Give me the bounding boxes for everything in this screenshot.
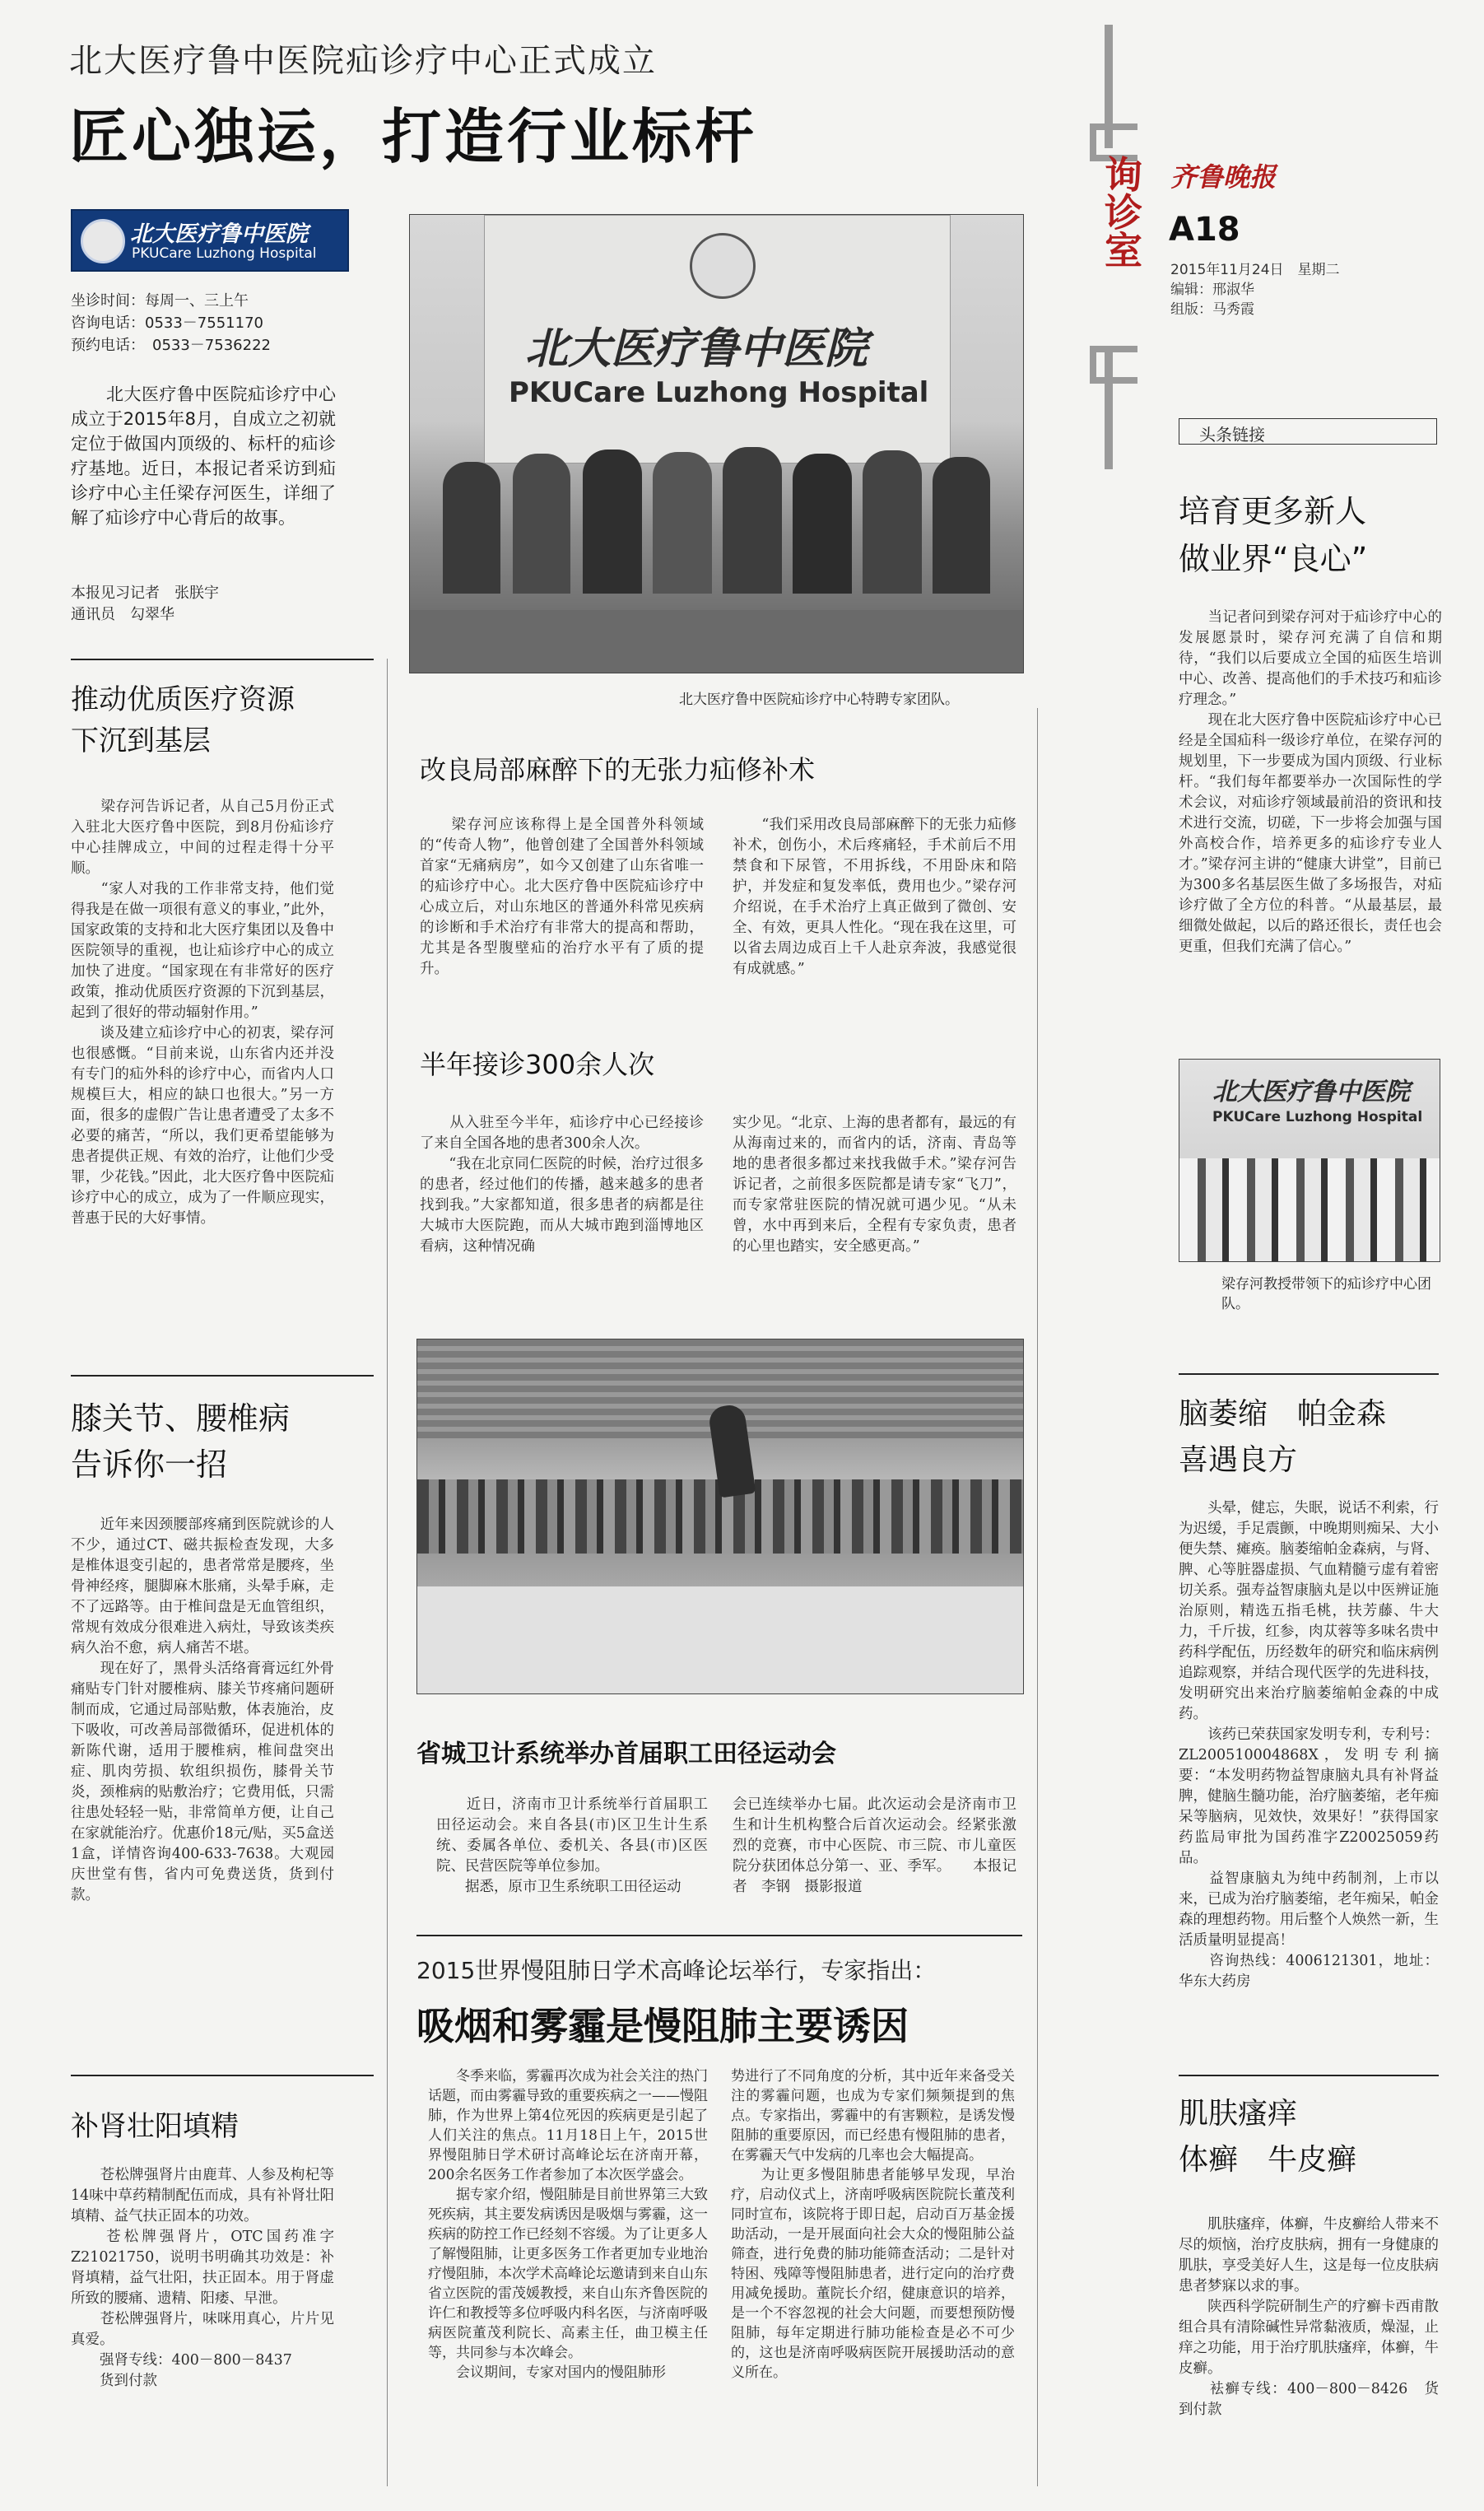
left-body-1: 梁存河告诉记者，从自己5月份正式入驻北大医疗鲁中医院，到8月份疝诊疗中心挂牌成立，中间的过程走得十分平顺。 “家人对我的工作非常支持，他们觉得我是在做一项很有意义的事业，”此外，国家政策的支持和北大医疗集团以及鲁中医院领导的重视，也让疝诊疗中心的成立加快了进度。“国家现在有非常好的医疗政策，推动优质医疗资源的下沉到基层，起到了很好的带动辐射作用。” 谈及建立疝诊疗中心的初衷，梁存河也很感慨。“目前来说，山东省内还并没有专门的疝外科的诊疗中心，而省内人口规模巨大，相应的缺口也很大。”另一方面，很多的虚假广告让患者遭受了太多不必要的痛苦，“所以，我们更希望能够为患者提供正规、有效的治疗，让他们少受罪，少花钱。”因此，北大医疗鲁中医院疝诊疗中心的成立，成为了一件顺应现实，普惠于民的大好事情。 — [71, 799, 334, 1227]
right-body-3: 肌肤瘙痒，体癣，牛皮癣给人带来不尽的烦恼，治疗皮肤病，拥有一身健康的肌肤，享受美好人生，这是每一位皮肤病患者梦寐以求的事。 陕西科学院研制生产的疗癣卡西甫散组合具有清除碱性异常黏液质，燥湿，止痒之功能，用于治疗肌肤瘙痒，体癣，牛皮癣。 袪癣专线：400－800－8426 货到付款 — [1179, 2216, 1439, 2418]
mid-body-1b: “我们采用改良局部麻醉下的无张力疝修补术，创伤小，术后疼痛轻，手术前后不用禁食和下尿管，不用拆线，不用卧床和陪护，并发症和复发率低，费用也少。”梁存河介绍说，在手术治疗上真正做到了微创、安全、有效，更具人性化。“现在我在这里，可以省去周边成百上千人赴京奔波，我感觉很有成就感。” — [733, 817, 1016, 977]
right-rule-3 — [1179, 2075, 1439, 2076]
page-date: 2015年11月24日 星期二 — [1170, 262, 1340, 278]
headline-link-label: 头条链接 — [1199, 425, 1265, 445]
byline — [71, 583, 219, 626]
team-photo-sign-cn: 北大医疗鲁中医院 — [1212, 1078, 1410, 1106]
main-headline: 匠心独运，打造行业标杆 — [69, 102, 758, 171]
consult-phone: 咨询电话：0533－7551170 — [71, 314, 263, 332]
section-tag: 询诊室 — [1099, 155, 1143, 268]
sand-pit — [417, 1586, 1023, 1693]
team-photo-sign-en: PKUCare Luzhong Hospital — [1212, 1109, 1423, 1125]
mid-body-4a: 冬季来临，雾霾再次成为社会关注的热门话题，而由雾霾导致的重要疾病之一——慢阻肺，作为世界上第4位死因的疾病更是引起了人们关注的焦点。11月18日上午，2015世界慢阻肺日学术研讨高峰论坛在济南开幕，200余名医务工作者参加了本次医学盛会。 据专家介绍，慢阻肺是目前世界第三大致死疾病，其主要发病诱因是吸烟与雾霾，这一疾病的防控工作已经刻不容缓。为了让更多人了解慢阻肺，让更多医务工作者更加专业地治疗慢阻肺，本次学术高峰论坛邀请到来自山东省立医院的雷茂媛教授，来自山东齐鲁医院的许仁和教授等多位呼吸内科名医，与济南呼吸病医院董茂利院长、高素主任，曲卫模主任等，共同参与本次峰会。 会议期间，专家对国内的慢阻肺形 — [428, 2068, 708, 2381]
mid-headline-4: 吸烟和雾霾是慢阻肺主要诱因 — [416, 2004, 909, 2048]
headline-kicker: 北大医疗鲁中医院疝诊疗中心正式成立 — [69, 42, 657, 80]
intro-paragraph: 北大医疗鲁中医院疝诊疗中心成立于2015年8月，自成立之初就定位于做国内顶级的、标杆的疝诊疗基地。近日，本报记者采访到疝诊疗中心主任梁存河医生，详细了解了疝诊疗中心背后的故事。 — [71, 384, 336, 528]
logo-name: 北大医疗鲁中医院 — [130, 221, 308, 247]
right-rule-2 — [1179, 1373, 1439, 1375]
mid-kicker-4: 2015世界慢阻肺日学术高峰论坛举行，专家指出： — [416, 1957, 937, 1984]
right-body-2: 头晕，健忘，失眠，说话不利索，行为迟缓，手足震颤，中晚期则痴呆、大小便失禁、瘫痪。脑萎缩帕金森病，与肾、脾、心等脏器虚损、气血精髓亏虚有着密切关系。强寿益智康脑丸是以中医辨证施治原则，精选五指毛桃，扶芳藤、牛大力，千斤拔，红参，肉苁蓉等多味名贵中药科学配伍，历经数年的研究和临床病例追踪观察，并结合现代医学的先进科技，发明研究出来治疗脑萎缩帕金森的中成药。 该药已荣获国家发明专利，专利号：ZL200510004868X，发明专利摘要：“本发明药物益智康脑丸具有补肾益脾，健脑生髓功能，治疗脑萎缩，老年痴呆等脑病，见效快，效果好！”获得国家药监局审批为国药准字Z20025059药品。 益智康脑丸为纯中药制剂，上市以来，已成为治疗脑萎缩，老年痴呆，帕金森的理想药物。用后整个人焕然一新，生活质量明显提高！ 咨询热线：4006121301，地址：华东大药房 — [1179, 1500, 1439, 1990]
photo-sign-cn: 北大医疗鲁中医院 — [525, 324, 868, 374]
left-headline-3: 补肾壮阳填精 — [71, 2110, 239, 2143]
byline-reporter: 本报见习记者 张朕宇 — [71, 585, 219, 602]
page-editor: 编辑：邢淑华 — [1170, 282, 1254, 298]
mid-headline-3: 省城卫计系统举办首届职工田径运动会 — [416, 1740, 836, 1768]
mid-headline-1: 改良局部麻醉下的无张力疝修补术 — [420, 754, 816, 785]
left-rule-2 — [71, 1375, 374, 1377]
photo-emblem-icon — [690, 233, 756, 299]
mid-body-3b: 会已连续举办七届。此次运动会是济南市卫生和计生机构整合后首次运动会。经紧张激烈的竞赛，市中心医院、市三院、市儿童医院分获团体总分第一、亚、季军。 本报记者 李钢 摄影报道 — [733, 1796, 1016, 1895]
paper-name: 齐鲁晚报 — [1170, 161, 1277, 193]
team-people — [1179, 1158, 1440, 1261]
right-headline-2: 脑萎缩 帕金森 喜遇良方 — [1179, 1397, 1387, 1477]
right-divider — [1037, 708, 1038, 2486]
page-number: A18 — [1169, 211, 1240, 249]
mid-body-2b: 实少见。“北京、上海的患者都有，最远的有从海南过来的，而省内的话，济南、青岛等地的患者很多都过来找我做手术。”梁存河告诉记者，之前很多医院都是请专家“飞刀”，而专家常驻医院的情况就可遇少见。“从未曾，水中再到来后，全程有专家负责，患者的心里也踏实，安全感更高。” — [733, 1115, 1016, 1255]
mid-body-1a: 梁存河应该称得上是全国普外科领域的“传奇人物”，他曾创建了全国普外科领域首家“无痛病房”，如今又创建了山东省唯一的疝诊疗中心。北大医疗鲁中医院疝诊疗中心成立后，对山东地区的普通外科常见疾病的诊断和手术治疗有非常大的提高和帮助，尤其是各型腹壁疝的治疗水平有了质的提升。 — [420, 817, 704, 977]
left-body-3: 苍松牌强肾片由鹿茸、人参及枸杞等14味中草药精制配伍而成，具有补肾壮阳填精、益气扶正固本的功效。 苍松牌强肾片，OTC国药准字Z21021750，说明书明确其功效是：补肾填精，益气壮阳，扶正固本。用于肾虚所致的腰痛、遗精、阳痿、早泄。 苍松牌强肾片，味咪用真心，片片见真爱。 强肾专线：400－800－8437 货到付款 — [71, 2167, 334, 2389]
left-body-2: 近年来因颈腰部疼痛到医院就诊的人不少，通过CT、磁共振检查发现，大多是椎体退变引起的，患者常常是腰疼，坐骨神经疼，腿脚麻木胀痛，头晕手麻，走不了远路等。由于椎间盘是无血管组织，常规有效成分很难进入病灶，导致该类疾病久治不愈，病人痛苦不堪。 现在好了，黑骨头活络膏膏远红外骨痛贴专门针对腰椎病、膝关节疼痛问题研制而成，它通过局部贴敷，体表施治，皮下吸收，可改善局部微循环，促进机体的新陈代谢，适用于腰椎病，椎间盘突出症、肌肉劳损、软组织损伤，膝骨关节炎，颈椎病的贴敷治疗；它费用低，只需往患处轻轻一贴，非常简单方便，让自己在家就能治疗。优惠价18元/贴，买5盒送1盒，详情咨询400-633-7638。大观园庆世堂有售，省内可免费送货，货到付款。 — [71, 1516, 334, 1903]
main-photo — [409, 214, 1024, 673]
mid-rule — [416, 1935, 1022, 1936]
mid-body-4b: 势进行了不同角度的分析，其中近年来备受关注的雾霾问题，也成为专家们频频提到的焦点。专家指出，雾霾中的有害颗粒，是诱发慢阻肺的重要原因，而已经患有慢阻肺的患者，在雾霾天气中发病的几率也会大幅提高。 为让更多慢阻肺患者能够早发现，早治疗，启动仪式上，济南呼吸病医院院长董茂利同时宣布，该院将于即日起，启动百万基金援助活动，一是开展面向社会大众的慢阻肺公益筛查，进行免费的肺功能筛查活动；二是针对特困、残障等慢阻肺患者，进行定向的治疗费用减免援助。董院长介绍，健康意识的培养，是一个不容忽视的社会大问题，而要想预防慢阻肺，每年定期进行肺功能检查是必不可少的，这也是济南呼吸病医院开展援助活动的意义所在。 — [731, 2068, 1015, 2381]
left-rule-3 — [71, 2075, 374, 2076]
clinic-info — [71, 290, 271, 356]
logo-en: PKUCare Luzhong Hospital — [132, 245, 317, 262]
team-photo — [1179, 1059, 1440, 1262]
photo-group — [435, 429, 994, 594]
team-photo-caption: 梁存河教授带领下的疝诊疗中心团队。 — [1221, 1276, 1431, 1312]
left-rule-1 — [71, 659, 374, 660]
main-photo-caption: 北大医疗鲁中医院疝诊疗中心特聘专家团队。 — [679, 692, 959, 708]
sports-photo — [416, 1339, 1024, 1694]
logo-emblem-icon — [81, 219, 125, 263]
byline-correspondent: 通讯员 勾翠华 — [71, 606, 174, 623]
left-headline-1: 推动优质医疗资源 下沉到基层 — [71, 683, 295, 757]
right-headline-1: 培育更多新人 做业界“良心” — [1179, 493, 1368, 577]
headline-link-box — [1179, 418, 1437, 445]
left-divider — [387, 659, 388, 2486]
page-layout: 组版：马秀霞 — [1170, 301, 1254, 318]
right-body-1: 当记者问到梁存河对于疝诊疗中心的发展愿景时，梁存河充满了自信和期待，“我们以后要成立全国的疝医生培训中心、改善、提高他们的手术技巧和疝诊疗理念。” 现在北大医疗鲁中医院疝诊疗中心已经是全国疝科一级诊疗单位，在梁存河的规划里，下一步要成为国内顶级、行业标杆。“我们每年都要举办一次国际性的学术会议，对疝诊疗领域最前沿的资讯和技术进行交流，切磋，下一步将会加强与国外高校合作，培养更多的疝诊疗专业人才。”梁存河主讲的“健康大讲堂”，目前已为300多名基层医生做了多场报告，对疝诊疗做了全方位的科普。“从最基层，最细微处做起，以后的路还很长，责任也会更重，但我们充满了信心。” — [1179, 609, 1442, 955]
photo-table — [410, 610, 1023, 673]
photo-sign-en: PKUCare Luzhong Hospital — [509, 376, 929, 409]
hospital-logo — [71, 209, 349, 272]
page-meta — [1170, 260, 1340, 319]
mid-headline-2: 半年接诊300余人次 — [420, 1049, 655, 1080]
clinic-hours: 坐诊时间：每周一、三上午 — [71, 292, 249, 310]
right-headline-3: 肌肤瘙痒 体癣 牛皮癣 — [1179, 2097, 1357, 2177]
mid-body-3a: 近日，济南市卫计系统举行首届职工田径运动会。来自各县(市)区卫生计生系统、委属各单位、委机关、各县(市)区医院、民营医院等单位参加。 据悉，原市卫生系统职工田径运动 — [436, 1796, 708, 1895]
left-headline-2: 膝关节、腰椎病 告诉你一招 — [71, 1400, 291, 1483]
booking-phone: 预约电话： 0533－7536222 — [71, 337, 271, 354]
mid-body-2a: 从入驻至今半年，疝诊疗中心已经接诊了来自全国各地的患者300余人次。 “我在北京同仁医院的时候，治疗过很多的患者，经过他们的传播，越来越多的患者找到我。”大家都知道，很多患者的病都是往大城市大医院跑，而从大城市跑到淄博地区看病，这种情况确 — [420, 1115, 704, 1255]
